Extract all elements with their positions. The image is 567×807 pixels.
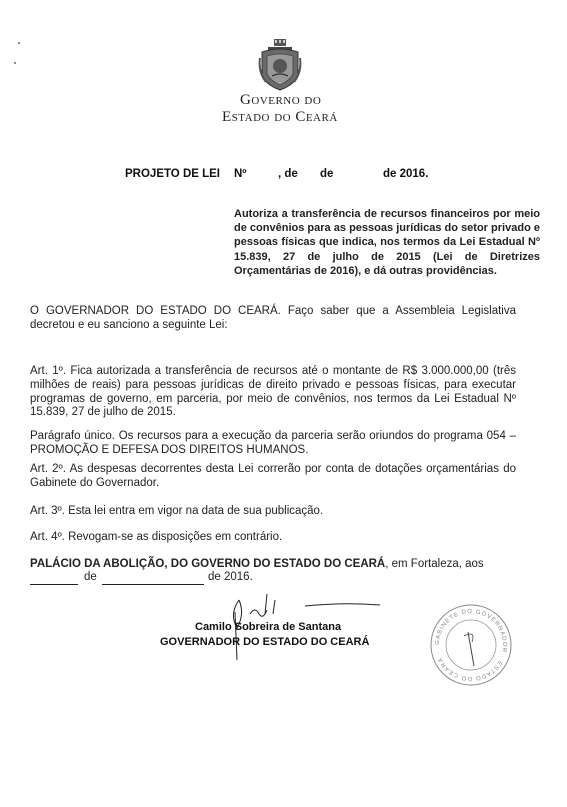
margin-mark — [14, 62, 16, 64]
city-date-text: , em Fortaleza, aos — [385, 558, 484, 570]
project-month: de — [320, 168, 334, 180]
law-summary: Autoriza a transferência de recursos financeiros por meio de convênios para as pessoas jurídicas do setor privado e pessoas físicas que indica, nos termos da Lei Estadual Nº 15.839, 27 de julho de 2015 (Lei de Diretrizes Orçamentárias de 2016), e dá outras providências. — [234, 208, 540, 277]
preamble: O GOVERNADOR DO ESTADO DO CEARÁ. Faço saber que a Assembleia Legislativa decretou e eu sanciono a seguinte Lei: — [30, 305, 516, 331]
project-day: , de — [278, 168, 298, 180]
place-and-date — [30, 558, 516, 572]
month-blank-line — [102, 584, 204, 585]
governor-name: Camilo Sobreira de Santana — [195, 621, 342, 633]
day-blank-line — [30, 584, 78, 585]
article-4: Art. 4º. Revogam-se as disposições em contrário. — [30, 531, 283, 543]
palace-name: PALÁCIO DA ABOLIÇÃO, DO GOVERNO DO ESTADO DO CEARÁ — [30, 558, 386, 570]
seal-text: GABINETE DO GOVERNADOR · ESTADO DO CEARÁ · — [434, 608, 508, 682]
header-line-1: Governo do — [240, 92, 322, 108]
article-1: Art. 1º. Fica autorizada a transferência de recursos até o montante de R$ 3.000.000,00 (três milhões de reais) para pessoas jurídicas de direito privado e pessoas físicas, para executar programas de governo, em parceria, por meio de convênios, nos termos da Lei Estadual Nº 15.839, 27 de julho de 2015. — [30, 365, 516, 419]
header-line-2: Estado do Ceará — [222, 109, 338, 125]
project-number-label: Nº — [234, 168, 247, 180]
article-3: Art. 3º. Esta lei entra em vigor na data de sua publicação. — [30, 505, 324, 517]
project-year: de 2016. — [383, 168, 429, 180]
article-2: Art. 2º. As despesas decorrentes desta Lei correrão por conta de dotações orçamentárias do Gabinete do Governador. — [30, 463, 516, 489]
state-coat-of-arms — [258, 38, 302, 92]
project-label: PROJETO DE LEI — [125, 168, 221, 180]
sole-paragraph: Parágrafo único. Os recursos para a execução da parceria serão oriundos do programa 054 – PROMOÇÃO E DEFESA DOS DIREITOS HUMANOS. — [30, 430, 516, 456]
date-de-1: de — [84, 571, 97, 583]
official-seal-stamp — [428, 602, 514, 688]
margin-mark — [18, 42, 20, 44]
governor-title: GOVERNADOR DO ESTADO DO CEARÁ — [160, 636, 370, 648]
date-de-2: de 2016. — [208, 571, 253, 583]
